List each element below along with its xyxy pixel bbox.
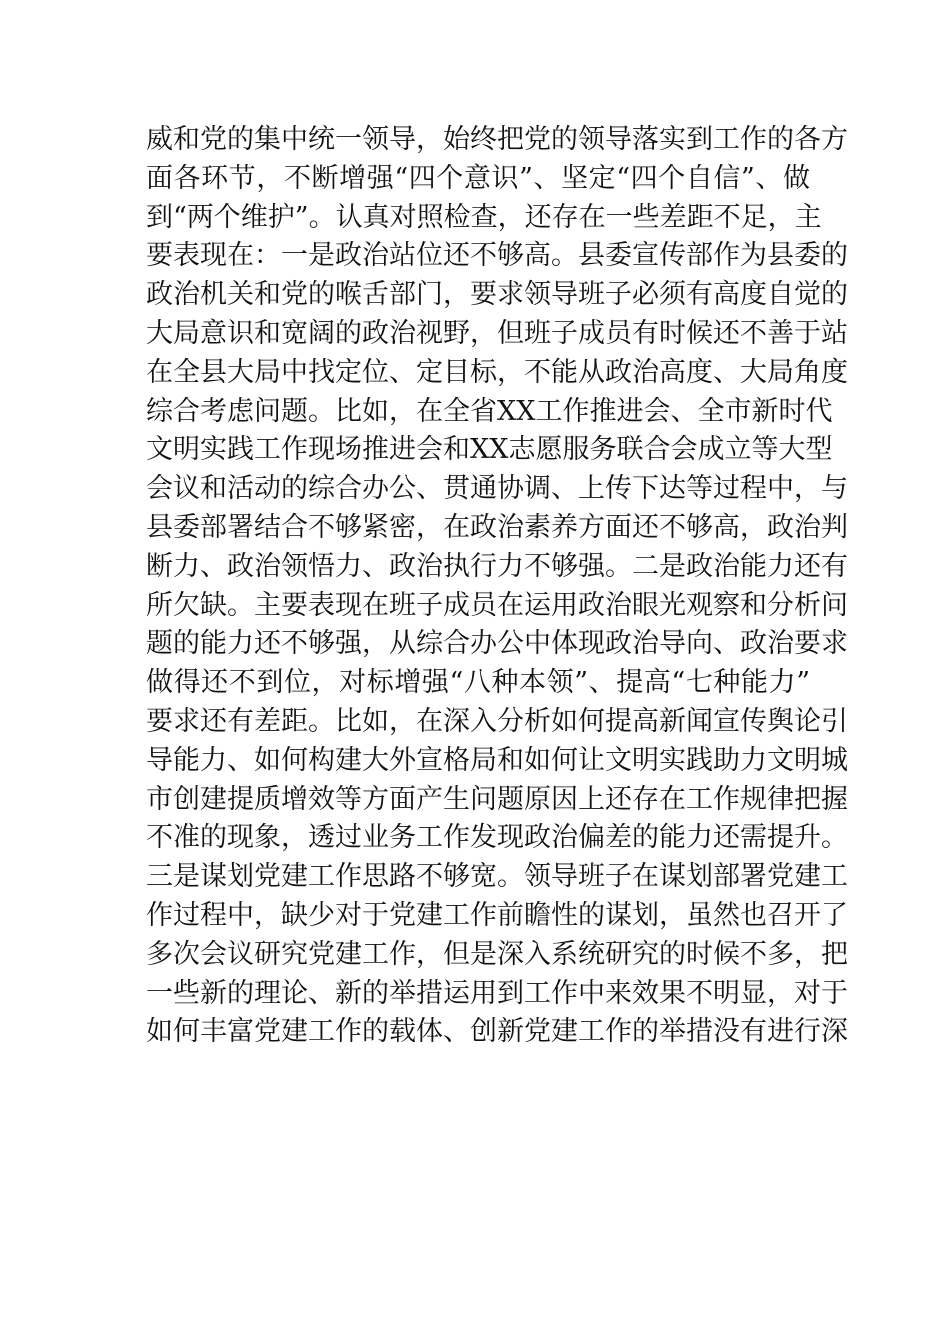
body-paragraph <box>146 121 848 1052</box>
text-line-4: 要表现在：一是政治站位还不够高。县委宣传部作为县委的 <box>146 240 848 272</box>
text-line-22: 多次会议研究党建工作，但是深入系统研究的时候不多，把 <box>146 938 848 970</box>
text-line-12: 断力、政治领悟力、政治执行力不够强。二是政治能力还有 <box>146 550 848 582</box>
text-line-21: 作过程中，缺少对于党建工作前瞻性的谋划，虽然也召开了 <box>146 899 848 931</box>
text-line-6: 大局意识和宽阔的政治视野，但班子成员有时候还不善于站 <box>146 317 848 349</box>
text-line-15: 做得还不到位，对标增强“八种本领”、提高“七种能力” <box>146 667 810 699</box>
text-line-1: 威和党的集中统一领导，始终把党的领导落实到工作的各方 <box>146 124 848 155</box>
text-line-16: 要求还有差距。比如，在深入分析如何提高新闻宣传舆论引 <box>146 705 848 737</box>
text-line-18: 市创建提质增效等方面产生问题原因上还存在工作规律把握 <box>146 783 848 815</box>
text-line-24: 如何丰富党建工作的载体、创新党建工作的举措没有进行深 <box>146 1016 848 1048</box>
text-line-3: 到“两个维护”。认真对照检查，还存在一些差距不足，主 <box>146 201 822 233</box>
text-line-11: 县委部署结合不够紧密，在政治素养方面还不够高，政治判 <box>146 511 848 543</box>
text-line-5: 政治机关和党的喉舌部门，要求领导班子必须有高度自觉的 <box>146 279 848 311</box>
text-line-10: 会议和活动的综合办公、贯通协调、上传下达等过程中，与 <box>146 473 848 505</box>
text-line-8: 综合考虑问题。比如，在全省XX工作推进会、全市新时代 <box>146 395 833 427</box>
text-line-13: 所欠缺。主要表现在班子成员在运用政治眼光观察和分析问 <box>146 589 848 621</box>
text-line-23: 一些新的理论、新的举措运用到工作中来效果不明显，对于 <box>146 977 848 1009</box>
text-line-2: 面各环节，不断增强“四个意识”、坚定“四个自信”、做 <box>146 162 810 194</box>
text-line-19: 不准的现象，透过业务工作发现政治偏差的能力还需提升。 <box>146 822 848 854</box>
text-line-17: 导能力、如何构建大外宣格局和如何让文明实践助力文明城 <box>146 744 848 776</box>
text-line-20: 三是谋划党建工作思路不够宽。领导班子在谋划部署党建工 <box>146 861 848 893</box>
text-line-7: 在全县大局中找定位、定目标，不能从政治高度、大局角度 <box>146 356 848 388</box>
text-line-14: 题的能力还不够强，从综合办公中体现政治导向、政治要求 <box>146 628 848 660</box>
text-line-9: 文明实践工作现场推进会和XX志愿服务联合会成立等大型 <box>146 434 833 466</box>
